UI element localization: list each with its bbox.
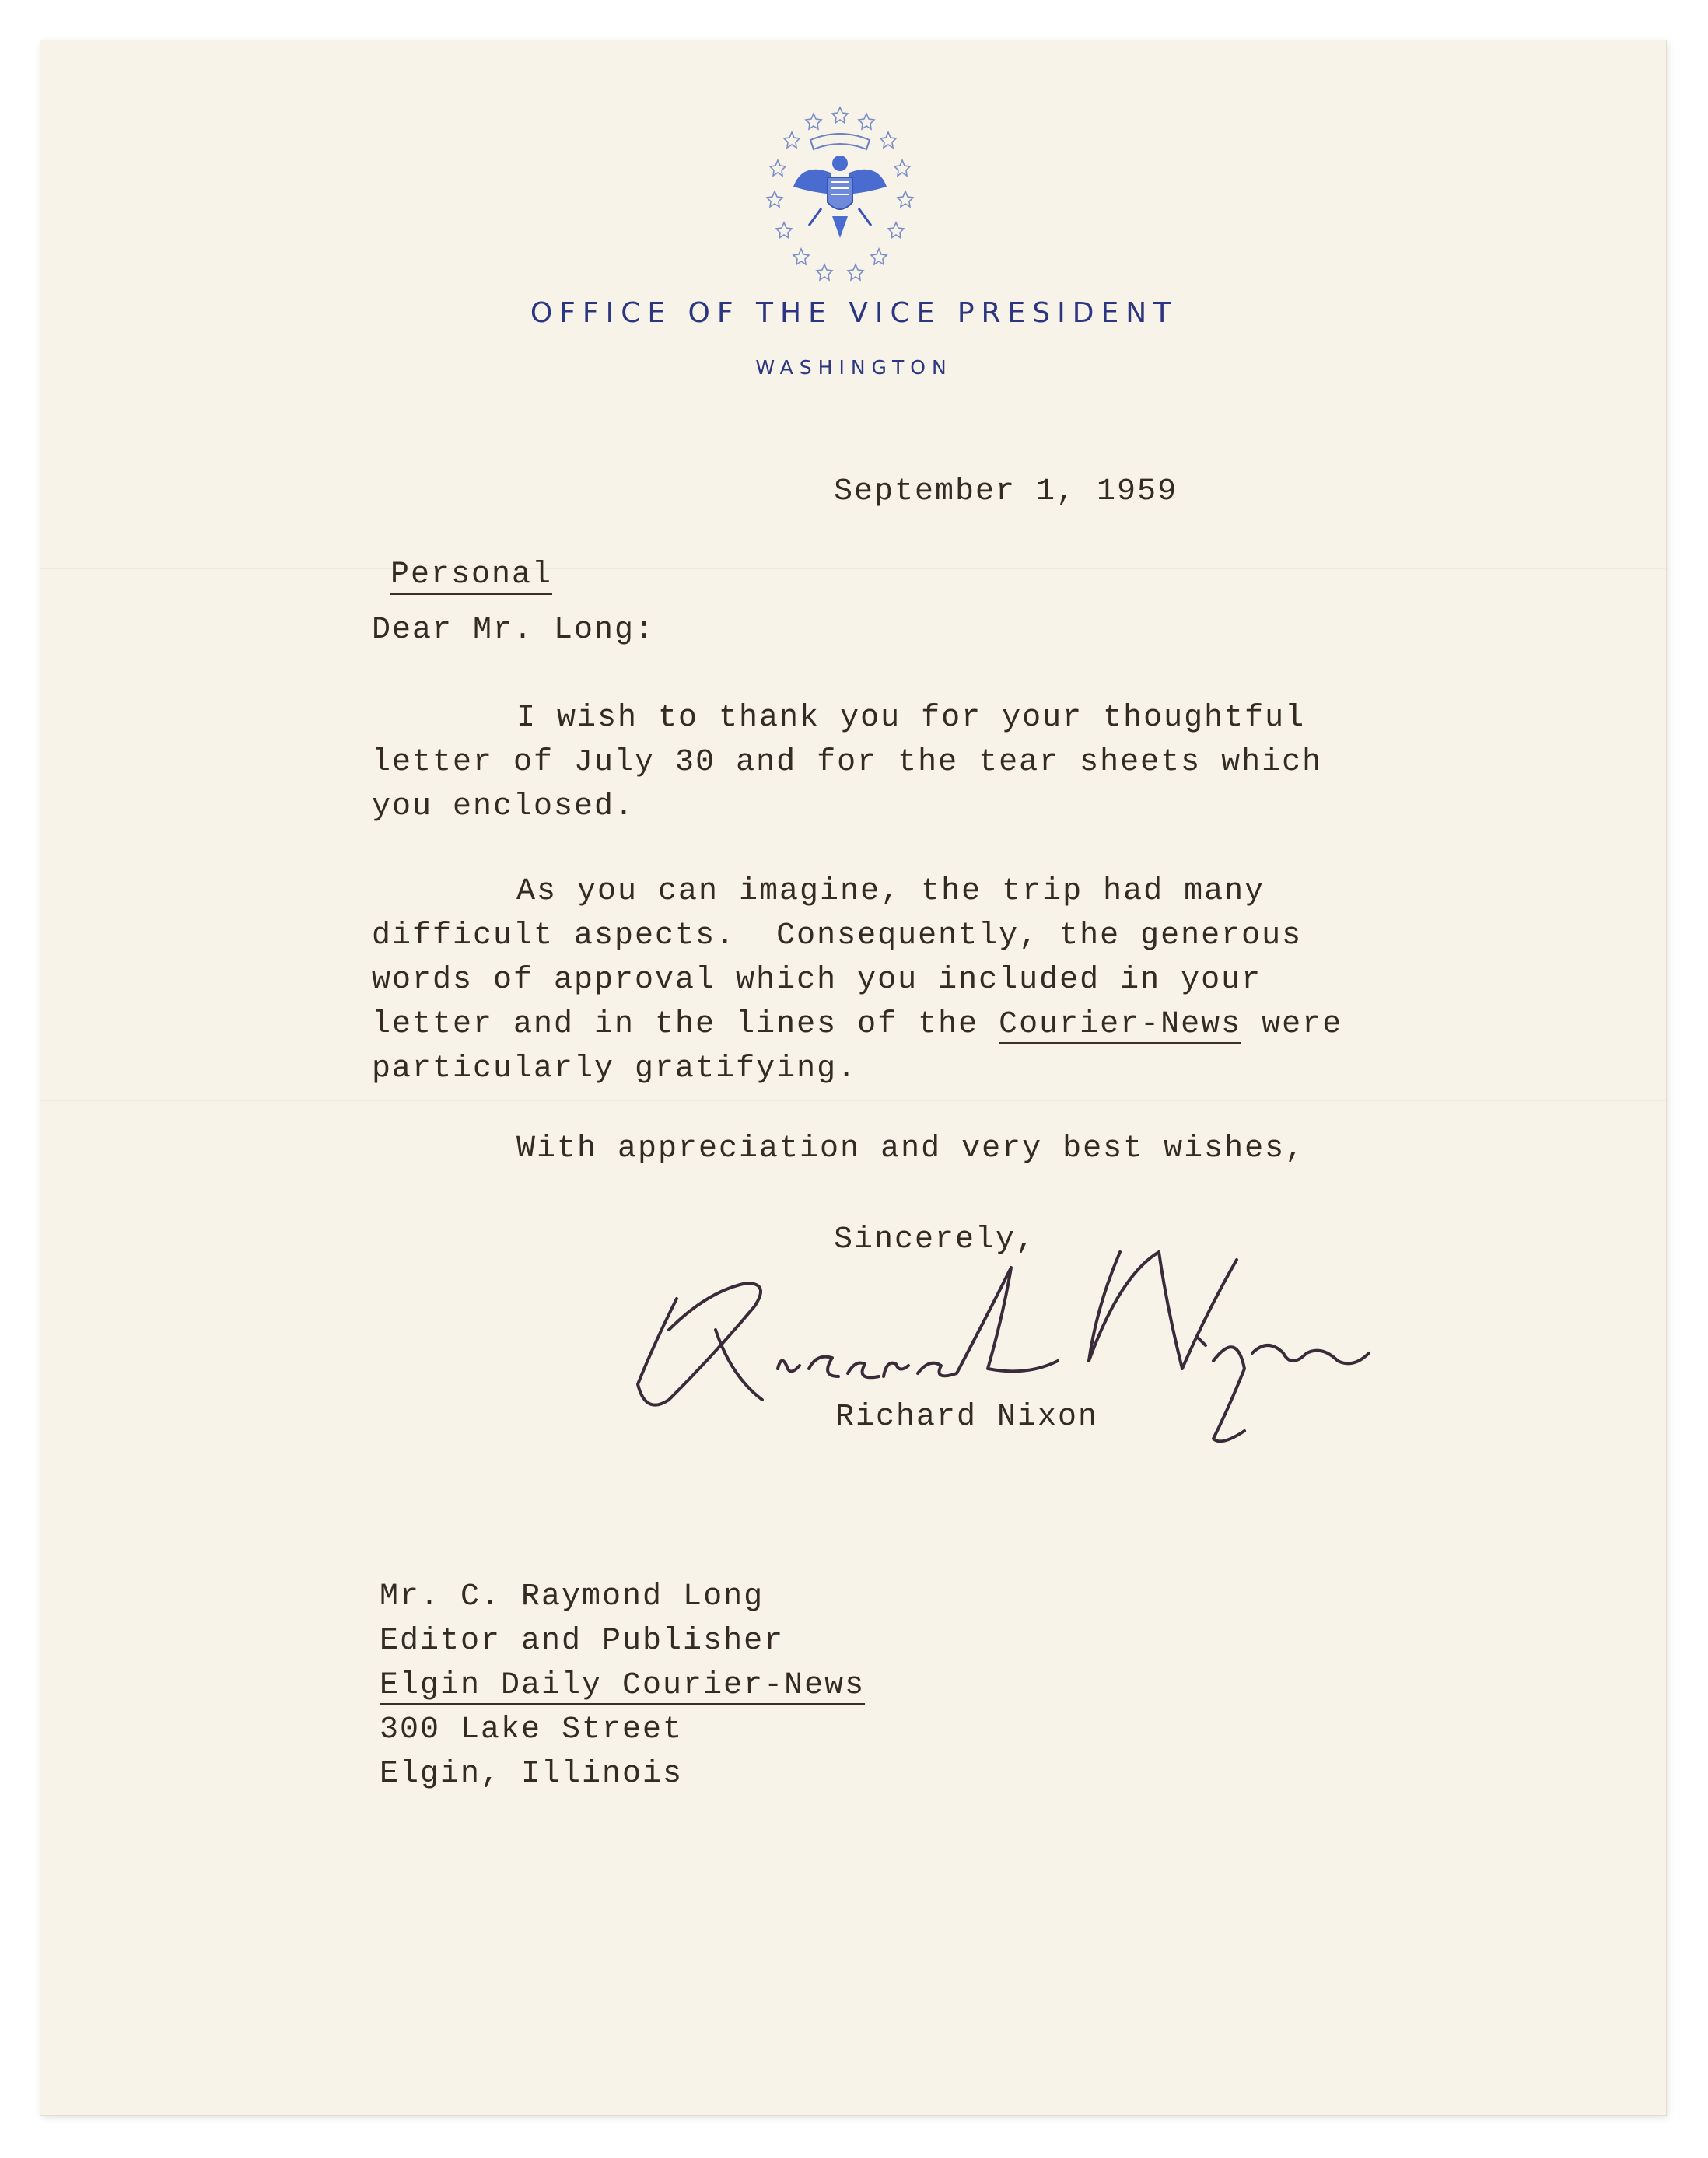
letterhead-city: WASHINGTON (755, 356, 953, 379)
recipient-paper (380, 1663, 865, 1708)
paragraph-2 (372, 869, 1342, 1091)
closing-line: With appreciation and very best wishes, (516, 1131, 1306, 1166)
paragraph-1 (372, 696, 1322, 829)
recipient-name: Mr. C. Raymond Long (380, 1579, 765, 1614)
fold-line (40, 1100, 1666, 1101)
paragraph-line: I wish to thank you for your thoughtful (516, 701, 1306, 736)
fold-line (40, 568, 1666, 569)
recipient-street: 300 Lake Street (380, 1712, 684, 1747)
paragraph-line: As you can imagine, the trip had many (516, 874, 1265, 909)
personal-marking: Personal (390, 558, 552, 595)
paragraph-line: you enclosed. (372, 789, 635, 824)
letter-date: September 1, 1959 (834, 474, 1178, 509)
valediction: Sincerely, (834, 1222, 1037, 1257)
letterhead-office: OFFICE OF THE VICE PRESIDENT (530, 297, 1178, 329)
paragraph-line: letter of July 30 and for the tear sheets which (372, 745, 1323, 780)
paragraph-line: particularly gratifying. (372, 1051, 858, 1086)
paragraph-line (372, 1002, 1342, 1047)
line-text: letter and in the lines of the (372, 1007, 999, 1042)
salutation: Dear Mr. Long: (372, 613, 656, 648)
eagle-seal-icon (747, 101, 933, 303)
typed-name: Richard Nixon (835, 1400, 1099, 1435)
paragraph-line: words of approval which you included in your (372, 963, 1262, 998)
recipient-title: Editor and Publisher (380, 1624, 785, 1659)
line-text: were (1241, 1007, 1343, 1042)
recipient-paper-name: Elgin Daily Courier-News (380, 1668, 865, 1705)
newspaper-title: Courier-News (999, 1007, 1241, 1044)
paragraph-line: difficult aspects. Consequently, the generous (372, 918, 1303, 953)
recipient-address (380, 1575, 865, 1796)
recipient-city: Elgin, Illinois (380, 1757, 684, 1792)
